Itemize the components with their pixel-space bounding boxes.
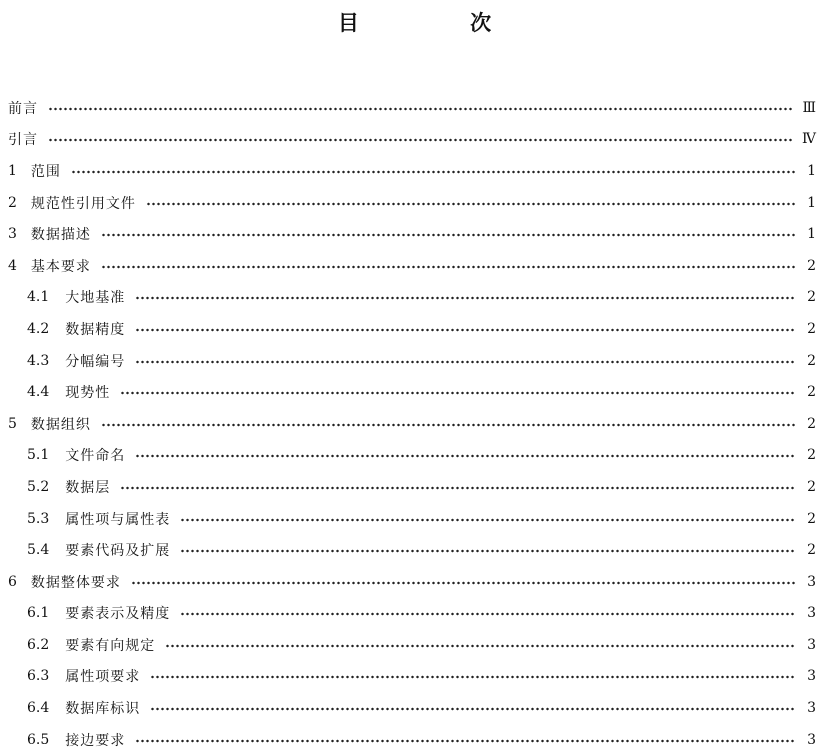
page-title: 目 次 (337, 11, 544, 35)
toc-entry (8, 376, 816, 408)
toc-entry-page-number: Ⅲ (802, 99, 816, 116)
toc-entry-label: 数据描述 (30, 227, 91, 244)
toc-entry (8, 92, 816, 124)
toc-entry-number: 4.4 (27, 384, 50, 401)
toc-entry-label: 数据库标识 (65, 701, 141, 718)
dot-leader (71, 165, 796, 179)
toc-entry-page-number: 1 (807, 162, 816, 179)
toc-entry-label: 要素表示及精度 (65, 606, 171, 623)
toc-entry-number: 5.4 (27, 542, 50, 559)
toc-entry-label: 现势性 (65, 385, 111, 402)
toc-entry-number: 6.2 (27, 636, 50, 653)
toc-entry-page-number: 2 (807, 415, 816, 432)
toc-entry (8, 598, 816, 630)
toc-entry-page-number: Ⅳ (802, 131, 816, 148)
dot-leader (135, 355, 796, 369)
dot-leader (48, 133, 794, 147)
toc-entry-page-number: 3 (807, 668, 816, 685)
toc-entry-label: 基本要求 (30, 258, 91, 275)
toc-entry-label: 分幅编号 (65, 353, 126, 370)
dot-leader (165, 639, 796, 653)
toc-entry (8, 661, 816, 693)
toc-entry-label: 范围 (30, 163, 61, 180)
toc-entry (8, 218, 816, 250)
toc-entry-label: 要素有向规定 (65, 637, 156, 654)
toc-entry-page-number: 3 (807, 636, 816, 653)
toc-entry (8, 313, 816, 345)
toc-entry-page-number: 2 (807, 542, 816, 559)
toc-entry (8, 345, 816, 377)
toc-entry-page-number: 2 (807, 320, 816, 337)
toc-entry-number: 4.2 (27, 320, 50, 337)
toc-entry-page-number: 2 (807, 384, 816, 401)
toc-entry-number: 5.2 (27, 478, 50, 495)
toc-entry-page-number: 2 (807, 478, 816, 495)
toc-entry-label: 文件命名 (65, 448, 126, 465)
toc-entry-page-number: 1 (807, 194, 816, 211)
toc-entry-label: 数据精度 (65, 321, 126, 338)
toc-entry-number: 3 (8, 226, 17, 243)
toc-entry-number: 5.1 (27, 447, 50, 464)
toc-entry-page-number: 1 (807, 226, 816, 243)
toc-entry (8, 440, 816, 472)
toc-entry-number: 6.4 (27, 700, 50, 717)
toc-entry-number: 5 (8, 415, 17, 432)
toc-entry (8, 155, 816, 187)
dot-leader (135, 291, 796, 305)
dot-leader (101, 260, 796, 274)
toc-entry-number: 1 (8, 162, 17, 179)
toc-entry-page-number: 3 (807, 573, 816, 590)
table-of-contents (8, 92, 816, 755)
toc-entry-page-number: 3 (807, 700, 816, 717)
dot-leader (180, 544, 796, 558)
toc-entry (8, 534, 816, 566)
toc-entry-label: 数据整体要求 (30, 574, 121, 591)
toc-entry (8, 187, 816, 219)
dot-leader (131, 576, 796, 590)
toc-entry-number: 4 (8, 257, 17, 274)
toc-entry-label: 数据组织 (30, 416, 91, 433)
toc-entry-page-number: 2 (807, 510, 816, 527)
toc-entry-page-number: 3 (807, 605, 816, 622)
dot-leader (150, 670, 796, 684)
toc-entry-number: 4.3 (27, 352, 50, 369)
dot-leader (120, 386, 796, 400)
toc-entry-label: 引言 (8, 132, 38, 149)
toc-entry (8, 124, 816, 156)
toc-entry-number: 6.3 (27, 668, 50, 685)
toc-entry-label: 前言 (8, 100, 38, 117)
dot-leader (101, 418, 796, 432)
toc-entry-label: 数据层 (65, 479, 111, 496)
toc-entry-number: 6.1 (27, 605, 50, 622)
toc-entry (8, 408, 816, 440)
toc-entry-page-number: 2 (807, 289, 816, 306)
dot-leader (120, 481, 796, 495)
toc-entry (8, 503, 816, 535)
dot-leader (135, 323, 796, 337)
toc-entry-number: 4.1 (27, 289, 50, 306)
dot-leader (48, 102, 794, 116)
toc-entry (8, 471, 816, 503)
dot-leader (180, 607, 796, 621)
toc-entry (8, 724, 816, 755)
toc-entry-label: 属性项要求 (65, 669, 141, 686)
toc-entry-label: 规范性引用文件 (30, 195, 136, 212)
dot-leader (146, 197, 796, 211)
toc-entry (8, 250, 816, 282)
toc-entry-number: 6 (8, 573, 17, 590)
toc-entry-page-number: 2 (807, 257, 816, 274)
toc-entry-label: 属性项与属性表 (65, 511, 171, 528)
toc-entry (8, 566, 816, 598)
toc-entry (8, 629, 816, 661)
toc-entry-page-number: 2 (807, 352, 816, 369)
toc-entry-label: 大地基准 (65, 290, 126, 307)
toc-entry (8, 692, 816, 724)
toc-entry-number: 6.5 (27, 731, 50, 748)
toc-entry-label: 接边要求 (65, 732, 126, 749)
toc-entry (8, 282, 816, 314)
toc-entry-page-number: 3 (807, 731, 816, 748)
dot-leader (135, 734, 796, 748)
toc-entry-number: 5.3 (27, 510, 50, 527)
dot-leader (101, 228, 796, 242)
toc-entry-page-number: 2 (807, 447, 816, 464)
toc-entry-number: 2 (8, 194, 17, 211)
dot-leader (150, 702, 796, 716)
toc-entry-label: 要素代码及扩展 (65, 543, 171, 560)
dot-leader (135, 449, 796, 463)
dot-leader (180, 513, 796, 527)
